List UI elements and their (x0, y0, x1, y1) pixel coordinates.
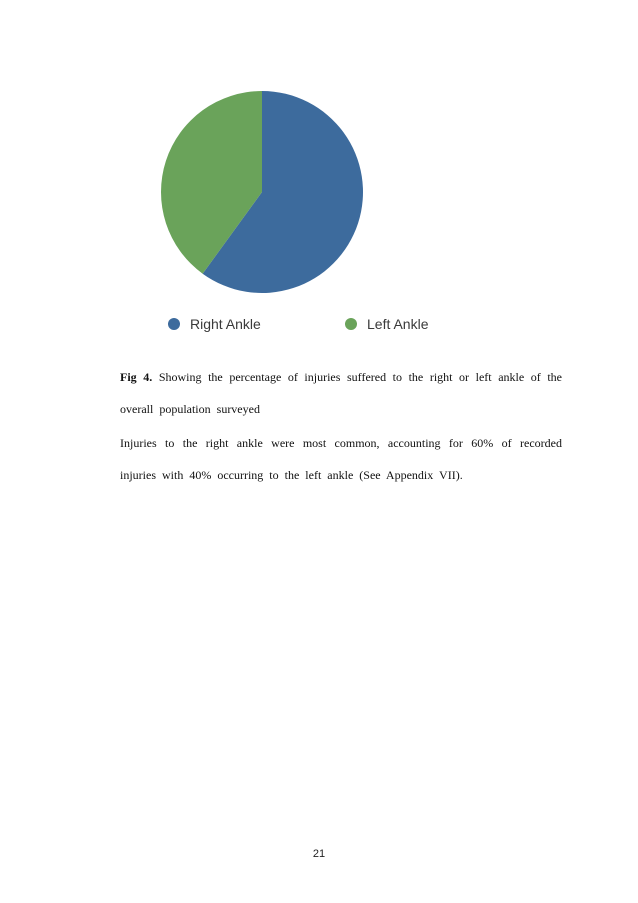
legend-swatch-right-ankle (168, 318, 180, 330)
pie-slices (161, 91, 363, 293)
pie-chart (0, 0, 638, 350)
legend-swatch-left-ankle (345, 318, 357, 330)
legend-label-right-ankle: Right Ankle (190, 316, 261, 332)
figure-label: Fig 4. (120, 370, 153, 384)
chart-legend (168, 316, 429, 332)
legend-label-left-ankle: Left Ankle (367, 316, 429, 332)
figure-caption-text: Showing the percentage of injuries suffered to the right or left ankle of the overall population surveyed (120, 370, 562, 416)
page-number: 21 (312, 848, 326, 860)
figure-caption (120, 361, 562, 425)
body-paragraph: Injuries to the right ankle were most common, accounting for 60% of recorded injuries with 40% occurring to the left ankle (See Appendix VII). (120, 436, 562, 482)
